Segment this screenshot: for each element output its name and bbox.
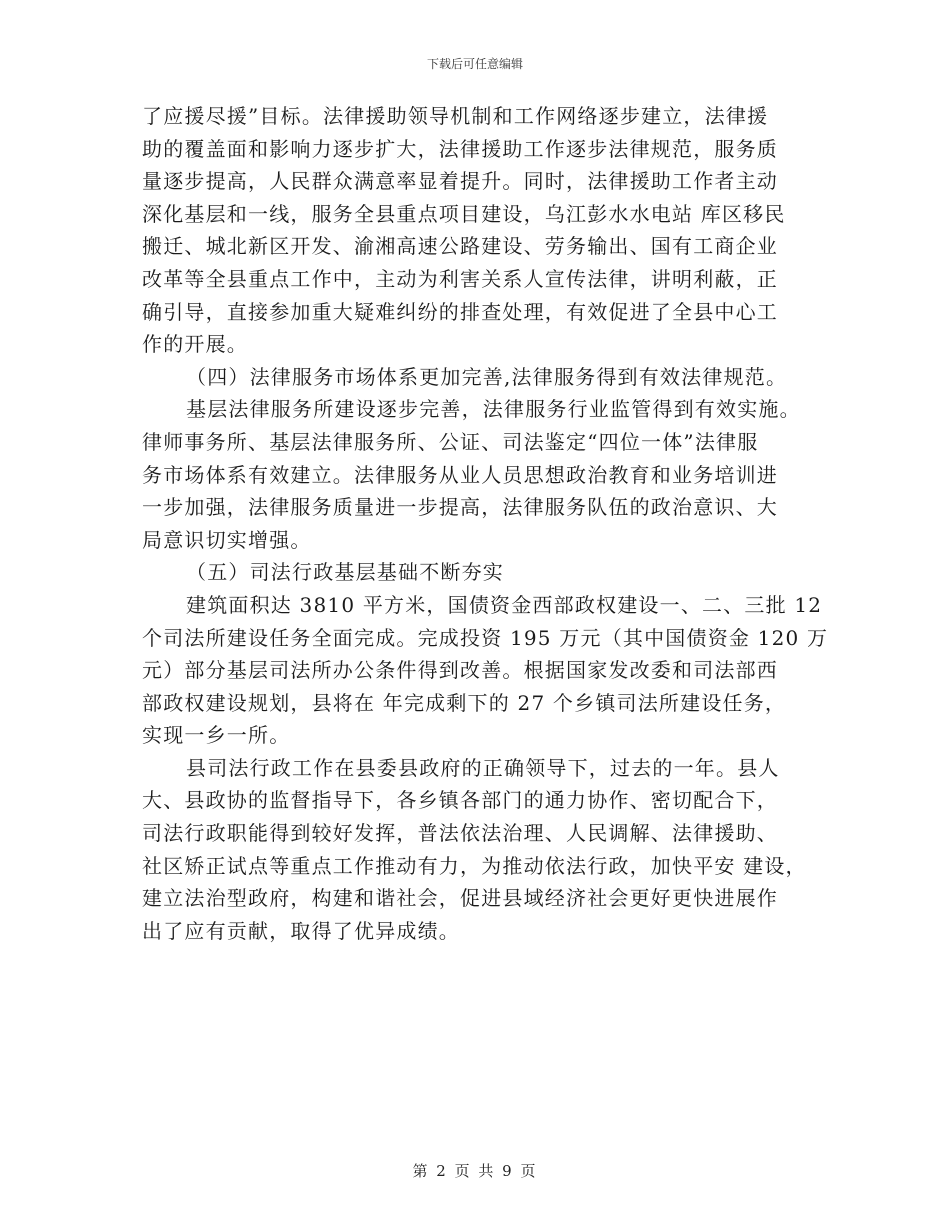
text-line: 改革等全县重点工作中，主动为利害关系人宣传法律，讲明利蔽，正 (142, 266, 778, 291)
text-line: 司法行政职能得到较好发挥，普法依法治理、人民调解、法律援助、 (142, 821, 778, 846)
text-line: 社区矫正试点等重点工作推动有力，为推动依法行政，加快平安 建设， (142, 853, 807, 878)
text-line: 搬迁、城北新区开发、渝湘高速公路建设、劳务输出、国有工商企业 (142, 234, 778, 259)
text-line: 量逐步提高，人民群众满意率显着提升。同时，法律援助工作者主动 (142, 169, 778, 194)
text-line: 助的覆盖面和影响力逐步扩大，法律援助工作逐步法律规范，服务质 (142, 136, 778, 161)
text-line: 元）部分基层司法所办公条件得到改善。根据国家发改委和司法部西 (142, 658, 778, 683)
text-line: 深化基层和一线，服务全县重点项目建设，乌江彭水水电站 库区移民 (142, 201, 786, 226)
text-line: 一步加强，法律服务质量进一步提高，法律服务队伍的政治意识、大 (142, 495, 778, 520)
section-heading-5: （五）司法行政基层基础不断夯实 (186, 560, 504, 585)
text-line: 基层法律服务所建设逐步完善，法律服务行业监管得到有效实施。 (186, 397, 801, 422)
text-line: 确引导，直接参加重大疑难纠纷的排查处理，有效促进了全县中心工 (142, 299, 778, 324)
text-line: 部政权建设规划，县将在 年完成剩下的 27 个乡镇司法所建设任务， (142, 690, 787, 715)
page-header: 下载后可任意编辑 (426, 57, 523, 71)
text-line: 了应援尽援”目标。法律援助领导机制和工作网络逐步建立，法律援 (142, 104, 769, 128)
text-line: 实现一乡一所。 (142, 723, 291, 748)
text-line: 建立法治型政府，构建和谐社会，促进县域经济社会更好更快进展作 (142, 886, 778, 911)
text-line: 作的开展。 (142, 332, 248, 357)
text-line: 律师事务所、基层法律服务所、公证、司法鉴定“四位一体”法律服 (142, 429, 759, 454)
section-heading-4: （四）法律服务市场体系更加完善,法律服务得到有效法律规范。 (186, 364, 788, 389)
text-line: 县司法行政工作在县委县政府的正确领导下，过去的一年。县人 (186, 755, 780, 780)
text-line: 个司法所建设任务全面完成。完成投资 195 万元（其中国债资金 120 万 (142, 625, 829, 650)
text-line: 务市场体系有效建立。法律服务从业人员思想政治教育和业务培训进 (142, 462, 778, 487)
text-line: 建筑面积达 3810 平方米，国债资金西部政权建设一、二、三批 12 (186, 592, 823, 617)
text-line: 局意识切实增强。 (142, 527, 312, 552)
text-line: 出了应有贡献，取得了优异成绩。 (142, 918, 460, 943)
page-footer: 第 2 页 共 9 页 (412, 1162, 538, 1180)
text-line: 大、县政协的监督指导下，各乡镇各部门的通力协作、密切配合下， (142, 788, 778, 813)
document-body (142, 100, 829, 947)
